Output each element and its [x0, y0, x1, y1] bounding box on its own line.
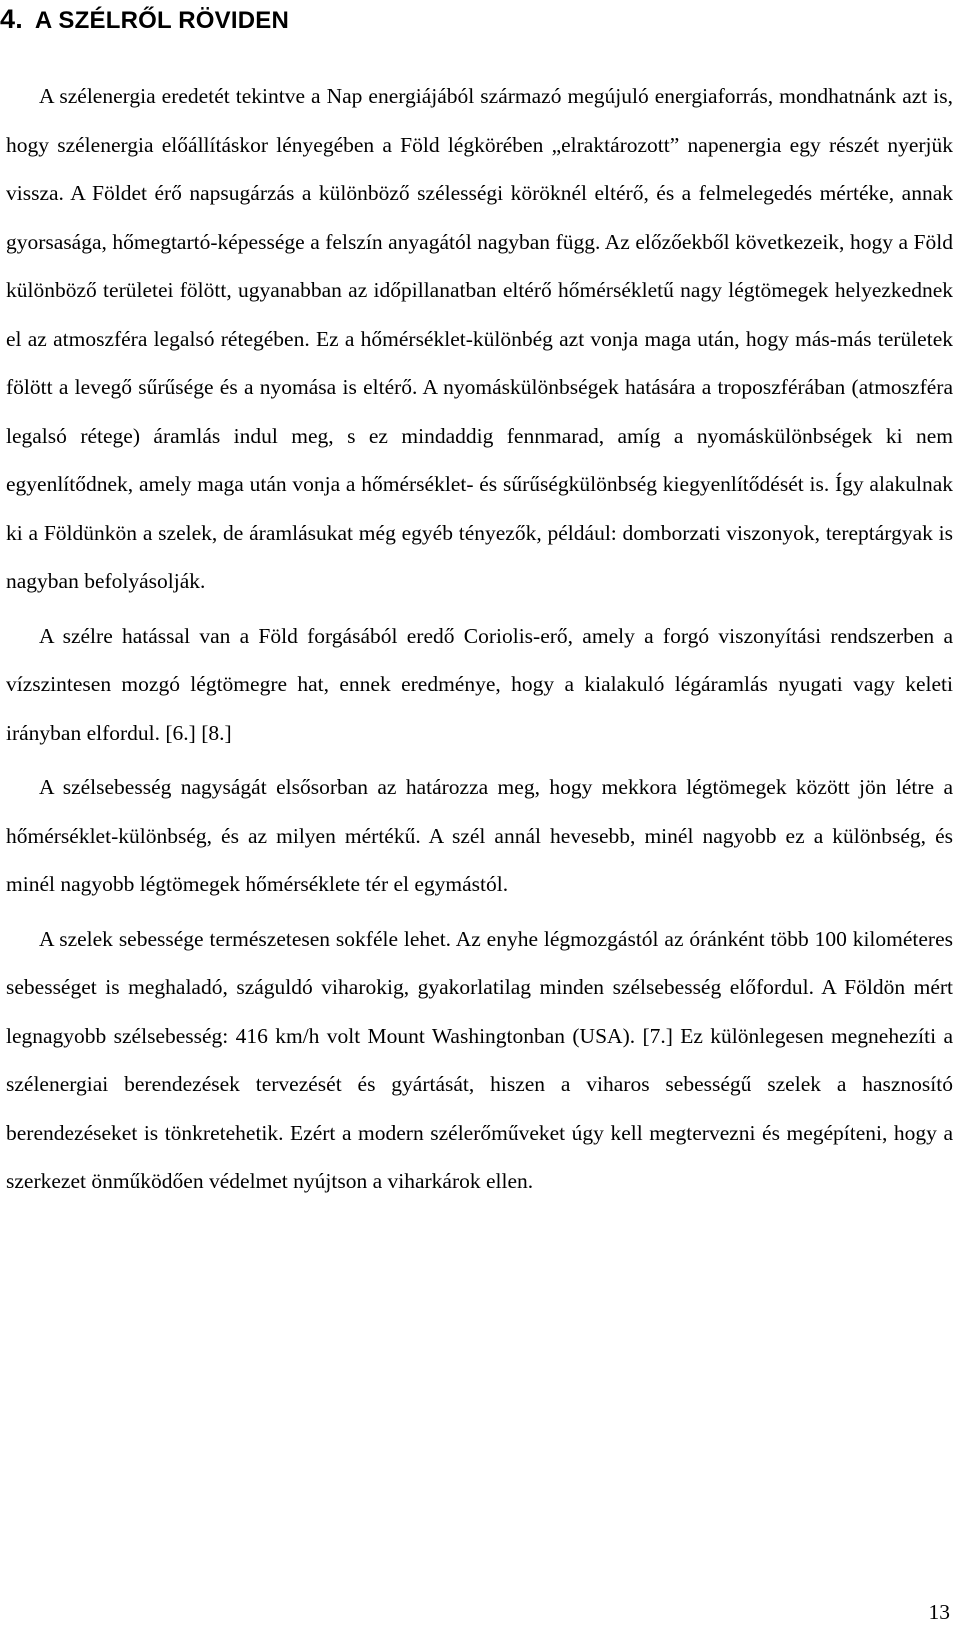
section-number: 4. — [0, 4, 23, 34]
paragraph-wind-origin: A szélenergia eredetét tekintve a Nap energiájából származó megújuló energiaforrás, mondhatnánk azt is, hogy szélenergia előállításkor lényegében a Föld légkörében „elraktározott” napenergia egy részét nyerjük vissza. A Földet érő napsugárzás a különböző szélességi köröknél eltérő, és a felmelegedés mértéke, annak gyorsasága, hőmegtartó-képessége a felszín anyagától nagyban függ. Az előzőekből következeik, hogy a Föld különböző területei fölött, ugyanabban az időpillanatban eltérő hőmérsékletű nagy légtömegek helyezkednek el az atmoszféra legalsó rétegében. Ez a hőmérséklet-különbég azt vonja maga után, hogy más-más területek fölött a levegő sűrűsége és a nyomása is eltérő. A nyomáskülönbségek hatására a troposzférában (atmoszféra legalsó rétege) áramlás indul meg, s ez mindaddig fennmarad, amíg a nyomáskülönbségek ki nem egyenlítődnek, amely maga után vonja a hőmérséklet- és sűrűségkülönbség kiegyenlítődését is. Így alakulnak ki a Földünkön a szelek, de áramlásukat még egyéb tényezők, például: domborzati viszonyok, tereptárgyak is nagyban befolyásolják. — [6, 84, 953, 593]
section-title: A SZÉLRŐL RÖVIDEN — [34, 7, 290, 34]
section-heading — [0, 2, 289, 38]
document-body — [6, 72, 953, 1212]
paragraph-coriolis: A szélre hatással van a Föld forgásából eredő Coriolis-erő, amely a forgó viszonyítási rendszerben a vízszintesen mozgó légtömegre hat, ennek eredménye, hogy a kialakuló légáramlás nyugati vagy keleti irányban elfordul. [6.] [8.] — [6, 623, 953, 745]
paragraph-wind-speed-range: A szelek sebessége természetesen sokféle lehet. Az enyhe légmozgástól az óránként több 100 kilométeres sebességet is meghaladó, száguldó viharokig, gyakorlatilag minden szélsebesség előfordul. A Földön mért legnagyobb szélsebesség: 416 km/h volt Mount Washingtonban (USA). [7.] Ez különlegesen megnehezíti a szélenergiai berendezések tervezését és gyártását, hiszen a viharos sebességű szelek a hasznosító berendezéseket is tönkretehetik. Ezért a modern szélerőműveket úgy kell megtervezni és megépíteni, hogy a szerkezet önműködően védelmet nyújtson a viharkárok ellen. — [6, 926, 953, 1193]
paragraph-wind-speed-factors: A szélsebesség nagyságát elsősorban az határozza meg, hogy mekkora légtömegek között jön létre a hőmérséklet-különbség, és az milyen mértékű. A szél annál hevesebb, minél nagyobb ez a különbség, és minél nagyobb légtömegek hőmérséklete tér el egymástól. — [6, 775, 953, 896]
page-number: 13 — [928, 1600, 950, 1624]
